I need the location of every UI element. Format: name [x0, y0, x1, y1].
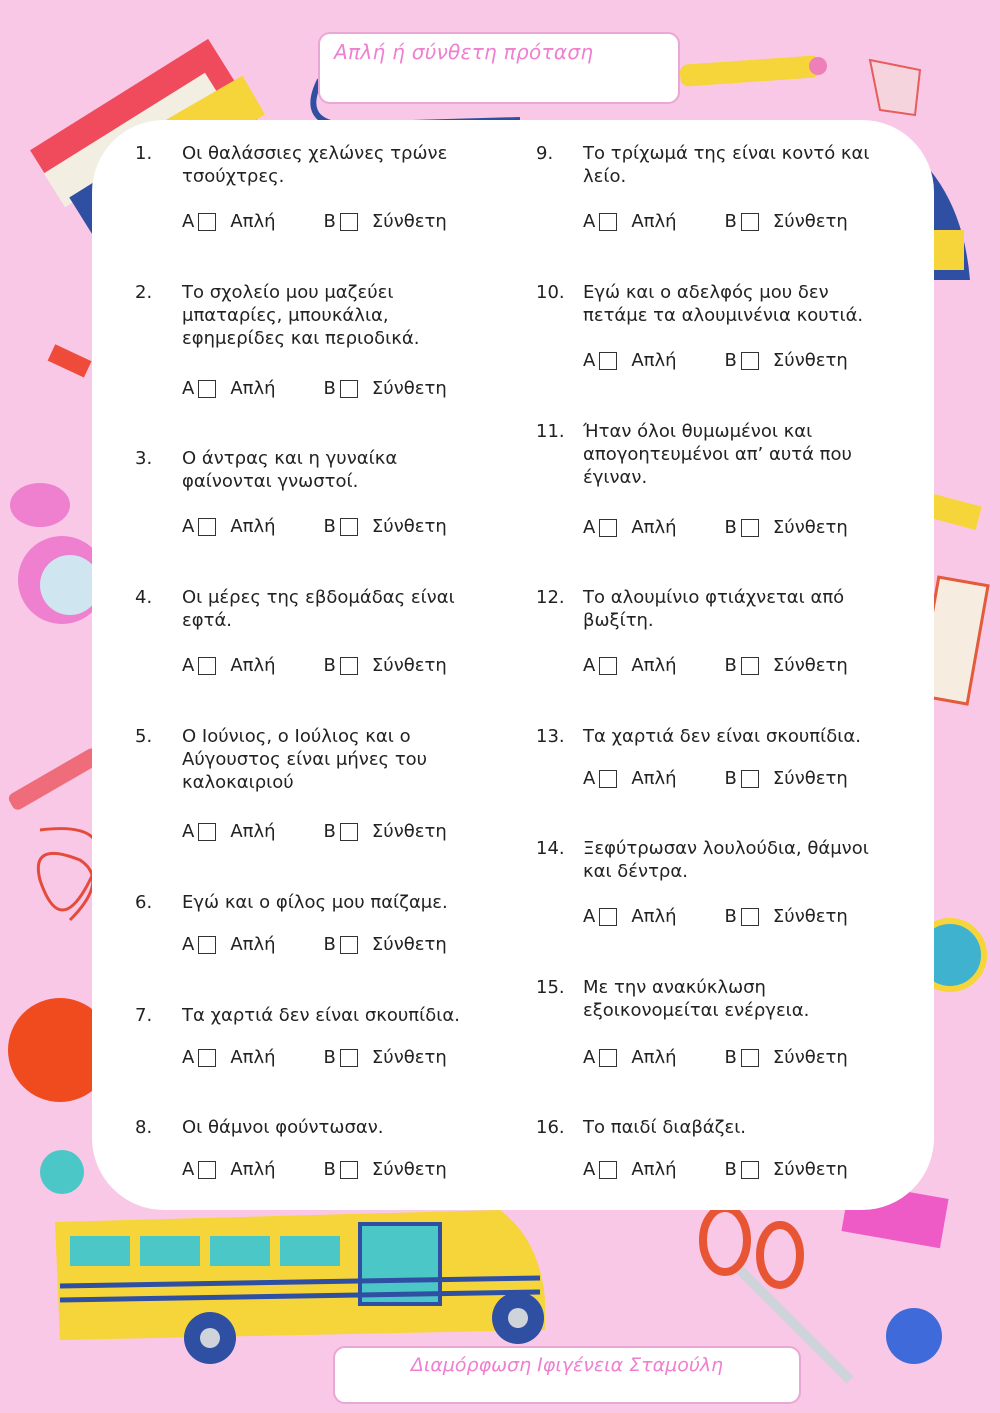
option-label: Απλή — [631, 655, 677, 676]
option-letter: Α — [583, 1159, 596, 1180]
option-label: Σύνθετη — [772, 517, 848, 538]
question-text: Με την ανακύκλωση εξοικονομείται ενέργεια. — [583, 977, 810, 1021]
option-simple-q4[interactable] — [182, 654, 276, 677]
checkbox-compound[interactable] — [340, 657, 358, 675]
option-compound-q11[interactable] — [725, 516, 848, 539]
checkbox-simple[interactable] — [198, 823, 216, 841]
checkbox-simple[interactable] — [599, 519, 617, 537]
answer-options — [182, 377, 447, 400]
option-letter: Α — [583, 768, 596, 789]
option-label: Σύνθετη — [371, 821, 447, 842]
option-label: Απλή — [230, 934, 276, 955]
option-letter: Α — [182, 1047, 195, 1068]
option-label: Σύνθετη — [772, 1047, 848, 1068]
option-letter: Α — [583, 655, 596, 676]
question-text: Το αλουμίνιο φτιάχνεται από βωξίτη. — [583, 587, 845, 631]
option-simple-q2[interactable] — [182, 377, 276, 400]
answer-options — [182, 654, 447, 677]
option-letter: Α — [182, 211, 195, 232]
option-letter: Β — [323, 1047, 336, 1068]
option-letter: Α — [182, 655, 195, 676]
checkbox-simple[interactable] — [198, 657, 216, 675]
option-letter: Β — [323, 655, 336, 676]
option-letter: Β — [724, 211, 737, 232]
option-letter: Α — [583, 350, 596, 371]
option-letter: Α — [583, 906, 596, 927]
option-simple-q3[interactable] — [182, 515, 276, 538]
checkbox-simple[interactable] — [198, 1049, 216, 1067]
option-simple-q1[interactable] — [182, 210, 276, 233]
option-label: Απλή — [230, 655, 276, 676]
answer-options — [182, 933, 447, 956]
question-text: Τα χαρτιά δεν είναι σκουπίδια. — [182, 1005, 460, 1026]
checkbox-simple[interactable] — [599, 908, 617, 926]
option-compound-q12[interactable] — [725, 654, 848, 677]
checkbox-compound[interactable] — [340, 518, 358, 536]
checkbox-simple[interactable] — [198, 518, 216, 536]
question-text: Ο Ιούνιος, ο Ιούλιος και ο Αύγουστος είναι μήνες του καλοκαιριού — [182, 726, 428, 793]
question-number: 6. — [135, 892, 153, 913]
question-text: Εγώ και ο φίλος μου παίζαμε. — [182, 892, 448, 913]
checkbox-compound[interactable] — [741, 1161, 759, 1179]
option-label: Απλή — [631, 906, 677, 927]
checkbox-simple[interactable] — [599, 770, 617, 788]
answer-options — [583, 767, 848, 790]
checkbox-compound[interactable] — [741, 908, 759, 926]
option-label: Απλή — [631, 1047, 677, 1068]
question-number: 11. — [536, 421, 565, 442]
option-simple-q15[interactable] — [583, 1046, 677, 1069]
checkbox-compound[interactable] — [340, 1161, 358, 1179]
option-label: Σύνθετη — [371, 655, 447, 676]
option-letter: Β — [323, 1159, 336, 1180]
option-letter: Β — [323, 516, 336, 537]
question-text: Τα χαρτιά δεν είναι σκουπίδια. — [583, 726, 861, 747]
option-label: Σύνθετη — [772, 1159, 848, 1180]
option-letter: Β — [724, 1159, 737, 1180]
answer-options — [583, 1158, 848, 1181]
answer-options — [583, 1046, 848, 1069]
option-compound-q10[interactable] — [725, 349, 848, 372]
question-number: 16. — [536, 1117, 565, 1138]
option-label: Σύνθετη — [772, 211, 848, 232]
option-label: Σύνθετη — [371, 211, 447, 232]
answer-options — [583, 905, 848, 928]
checkbox-simple[interactable] — [599, 352, 617, 370]
question-number: 15. — [536, 977, 565, 998]
checkbox-compound[interactable] — [741, 519, 759, 537]
teal-dot-illustration — [40, 1150, 84, 1194]
option-letter: Β — [323, 211, 336, 232]
question-number: 10. — [536, 282, 565, 303]
question-number: 3. — [135, 448, 153, 469]
checkbox-compound[interactable] — [340, 823, 358, 841]
option-label: Σύνθετη — [772, 768, 848, 789]
question-text: Οι θαλάσσιες χελώνες τρώνε τσούχτρες. — [182, 143, 448, 187]
answer-options — [182, 1158, 447, 1181]
torn-paper-illustration — [870, 60, 920, 115]
option-label: Απλή — [631, 768, 677, 789]
yellow-tape-illustration — [927, 494, 982, 530]
option-compound-q9[interactable] — [725, 210, 848, 233]
option-simple-q7[interactable] — [182, 1046, 276, 1069]
checkbox-simple[interactable] — [198, 1161, 216, 1179]
pencil-illustration — [679, 55, 827, 87]
option-letter: Β — [323, 378, 336, 399]
answer-options — [182, 820, 447, 843]
option-label: Απλή — [230, 821, 276, 842]
checkbox-compound[interactable] — [741, 657, 759, 675]
option-label: Σύνθετη — [371, 934, 447, 955]
pencil-illustration-left — [7, 746, 103, 812]
question-text: Το σχολείο μου μαζεύει μπαταρίες, μπουκάλια, εφημερίδες και περιοδικά. — [182, 282, 420, 349]
author-credit: Διαμόρφωση Ιφιγένεια Σταμούλη — [333, 1346, 801, 1404]
option-simple-q8[interactable] — [182, 1158, 276, 1181]
option-label: Απλή — [230, 378, 276, 399]
option-letter: Β — [724, 350, 737, 371]
option-label: Σύνθετη — [371, 1159, 447, 1180]
option-letter: Α — [182, 378, 195, 399]
option-letter: Α — [583, 1047, 596, 1068]
option-compound-q16[interactable] — [725, 1158, 848, 1181]
question-text: Εγώ και ο αδελφός μου δεν πετάμε τα αλουμινένια κουτιά. — [583, 282, 864, 326]
scribble-illustration — [38, 829, 98, 920]
question-text: Ο άντρας και η γυναίκα φαίνονται γνωστοί. — [182, 448, 398, 492]
question-text: Ήταν όλοι θυμωμένοι και απογοητευμένοι απ’ αυτά που έγιναν. — [583, 421, 852, 488]
option-compound-q3[interactable] — [324, 515, 447, 538]
answer-options — [583, 210, 848, 233]
checkbox-simple[interactable] — [599, 657, 617, 675]
option-simple-q14[interactable] — [583, 905, 677, 928]
option-label: Σύνθετη — [772, 350, 848, 371]
option-compound-q4[interactable] — [324, 654, 447, 677]
option-label: Απλή — [230, 1047, 276, 1068]
question-text: Το τρίχωμά της είναι κοντό και λείο. — [583, 143, 870, 187]
question-number: 5. — [135, 726, 153, 747]
option-label: Σύνθετη — [371, 378, 447, 399]
checkbox-compound[interactable] — [741, 1049, 759, 1067]
option-compound-q8[interactable] — [324, 1158, 447, 1181]
question-number: 13. — [536, 726, 565, 747]
checkbox-simple[interactable] — [599, 213, 617, 231]
option-label: Απλή — [230, 516, 276, 537]
option-letter: Β — [724, 768, 737, 789]
question-text: Οι θάμνοι φούντωσαν. — [182, 1117, 384, 1138]
option-letter: Β — [724, 655, 737, 676]
option-simple-q6[interactable] — [182, 933, 276, 956]
question-text: Το παιδί διαβάζει. — [583, 1117, 747, 1138]
checkbox-simple[interactable] — [198, 213, 216, 231]
question-number: 8. — [135, 1117, 153, 1138]
option-simple-q16[interactable] — [583, 1158, 677, 1181]
answer-options — [182, 1046, 447, 1069]
worksheet-title: Απλή ή σύνθετη πρόταση — [318, 32, 680, 104]
red-marker-illustration — [48, 344, 92, 377]
option-compound-q1[interactable] — [324, 210, 447, 233]
checkbox-compound[interactable] — [340, 936, 358, 954]
checkbox-compound[interactable] — [340, 213, 358, 231]
answer-options — [182, 515, 447, 538]
question-text: Ξεφύτρωσαν λουλούδια, θάμνοι και δέντρα. — [583, 838, 869, 882]
option-compound-q15[interactable] — [725, 1046, 848, 1069]
option-label: Σύνθετη — [371, 1047, 447, 1068]
blue-dot-illustration — [886, 1308, 942, 1364]
option-label: Απλή — [631, 211, 677, 232]
option-letter: Α — [182, 821, 195, 842]
option-simple-q11[interactable] — [583, 516, 677, 539]
checkbox-compound[interactable] — [741, 770, 759, 788]
checkbox-compound[interactable] — [340, 1049, 358, 1067]
checkbox-compound[interactable] — [741, 213, 759, 231]
option-letter: Α — [182, 1159, 195, 1180]
question-number: 9. — [536, 143, 554, 164]
option-label: Απλή — [631, 1159, 677, 1180]
option-simple-q5[interactable] — [182, 820, 276, 843]
option-label: Σύνθετη — [371, 516, 447, 537]
option-letter: Β — [323, 821, 336, 842]
option-label: Σύνθετη — [772, 655, 848, 676]
option-simple-q13[interactable] — [583, 767, 677, 790]
option-compound-q14[interactable] — [725, 905, 848, 928]
option-letter: Β — [724, 517, 737, 538]
option-compound-q13[interactable] — [725, 767, 848, 790]
question-number: 2. — [135, 282, 153, 303]
answer-options — [583, 349, 848, 372]
answer-options — [583, 516, 848, 539]
option-label: Σύνθετη — [772, 906, 848, 927]
option-simple-q10[interactable] — [583, 349, 677, 372]
option-label: Απλή — [631, 517, 677, 538]
question-number: 14. — [536, 838, 565, 859]
option-simple-q12[interactable] — [583, 654, 677, 677]
question-number: 12. — [536, 587, 565, 608]
option-compound-q2[interactable] — [324, 377, 447, 400]
checkbox-simple[interactable] — [198, 936, 216, 954]
checkbox-simple[interactable] — [599, 1161, 617, 1179]
option-label: Απλή — [230, 1159, 276, 1180]
question-number: 4. — [135, 587, 153, 608]
question-text: Οι μέρες της εβδομάδας είναι εφτά. — [182, 587, 455, 631]
option-simple-q9[interactable] — [583, 210, 677, 233]
option-letter: Β — [323, 934, 336, 955]
option-label: Απλή — [230, 211, 276, 232]
checkbox-compound[interactable] — [340, 380, 358, 398]
option-compound-q7[interactable] — [324, 1046, 447, 1069]
option-label: Απλή — [631, 350, 677, 371]
checkbox-compound[interactable] — [741, 352, 759, 370]
question-number: 7. — [135, 1005, 153, 1026]
option-letter: Α — [583, 211, 596, 232]
checkbox-simple[interactable] — [198, 380, 216, 398]
answer-options — [182, 210, 447, 233]
option-letter: Α — [583, 517, 596, 538]
checkbox-simple[interactable] — [599, 1049, 617, 1067]
option-compound-q6[interactable] — [324, 933, 447, 956]
option-compound-q5[interactable] — [324, 820, 447, 843]
answer-options — [583, 654, 848, 677]
option-letter: Α — [182, 934, 195, 955]
option-letter: Β — [724, 1047, 737, 1068]
school-bus-illustration — [55, 1210, 545, 1364]
option-letter: Α — [182, 516, 195, 537]
option-letter: Β — [724, 906, 737, 927]
question-number: 1. — [135, 143, 153, 164]
